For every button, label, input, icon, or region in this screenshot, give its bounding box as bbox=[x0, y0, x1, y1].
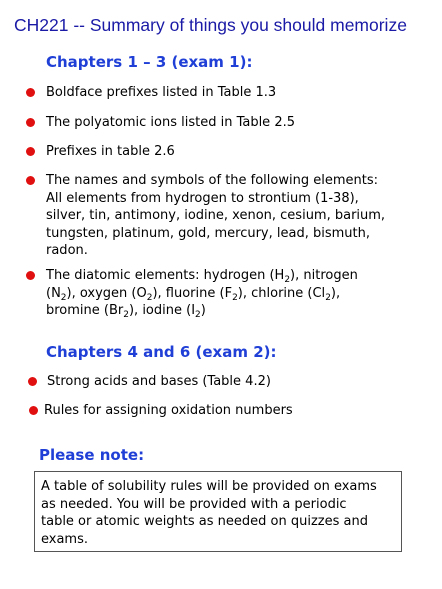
list-item-text: Rules for assigning oxidation numbers bbox=[44, 403, 293, 418]
section-2-heading: Chapters 4 and 6 (exam 2): bbox=[46, 343, 277, 361]
bullet-icon bbox=[26, 271, 35, 280]
list-item-text: Prefixes in table 2.6 bbox=[46, 144, 175, 159]
bullet-icon bbox=[26, 147, 35, 156]
list-item-text: The diatomic elements: hydrogen $(H_2)$, nitrogen $(N_2)$, oxygen $(O_2)$, fluorine $(F_2)$, chlorine $(Cl_2)$, bromine $(Br_2)$, iodine $(I_2)$ bbox=[46, 268, 358, 320]
list-item-text: The polyatomic ions listed in Table 2.5 bbox=[46, 115, 295, 130]
list-item-text: Strong acids and bases (Table 4.2) bbox=[47, 374, 271, 389]
list-item-text: Boldface prefixes listed in Table 1.3 bbox=[46, 85, 277, 100]
bullet-icon bbox=[26, 88, 35, 97]
bullet-icon bbox=[26, 176, 35, 185]
section-1-heading: Chapters 1 – 3 (exam 1): bbox=[46, 53, 253, 71]
bullet-icon bbox=[29, 406, 38, 415]
note-heading: Please note: bbox=[39, 446, 145, 464]
bullet-icon bbox=[26, 118, 35, 127]
note-box bbox=[34, 471, 402, 552]
list-item-text: The names and symbols of the following elements: All elements from hydrogen to strontium (1-38), silver, tin, antimony, iodine, xenon, cesium, barium, tungsten, platinum, gold, mercury, lead, bismuth, radon. bbox=[46, 173, 386, 258]
page-title: CH221 -- Summary of things you should memorize bbox=[14, 15, 407, 35]
bullet-icon bbox=[28, 377, 37, 386]
note-text: A table of solubility rules will be provided on exams as needed. You will be provided with a periodic table or atomic weights as needed on quizzes and exams. bbox=[41, 479, 377, 547]
